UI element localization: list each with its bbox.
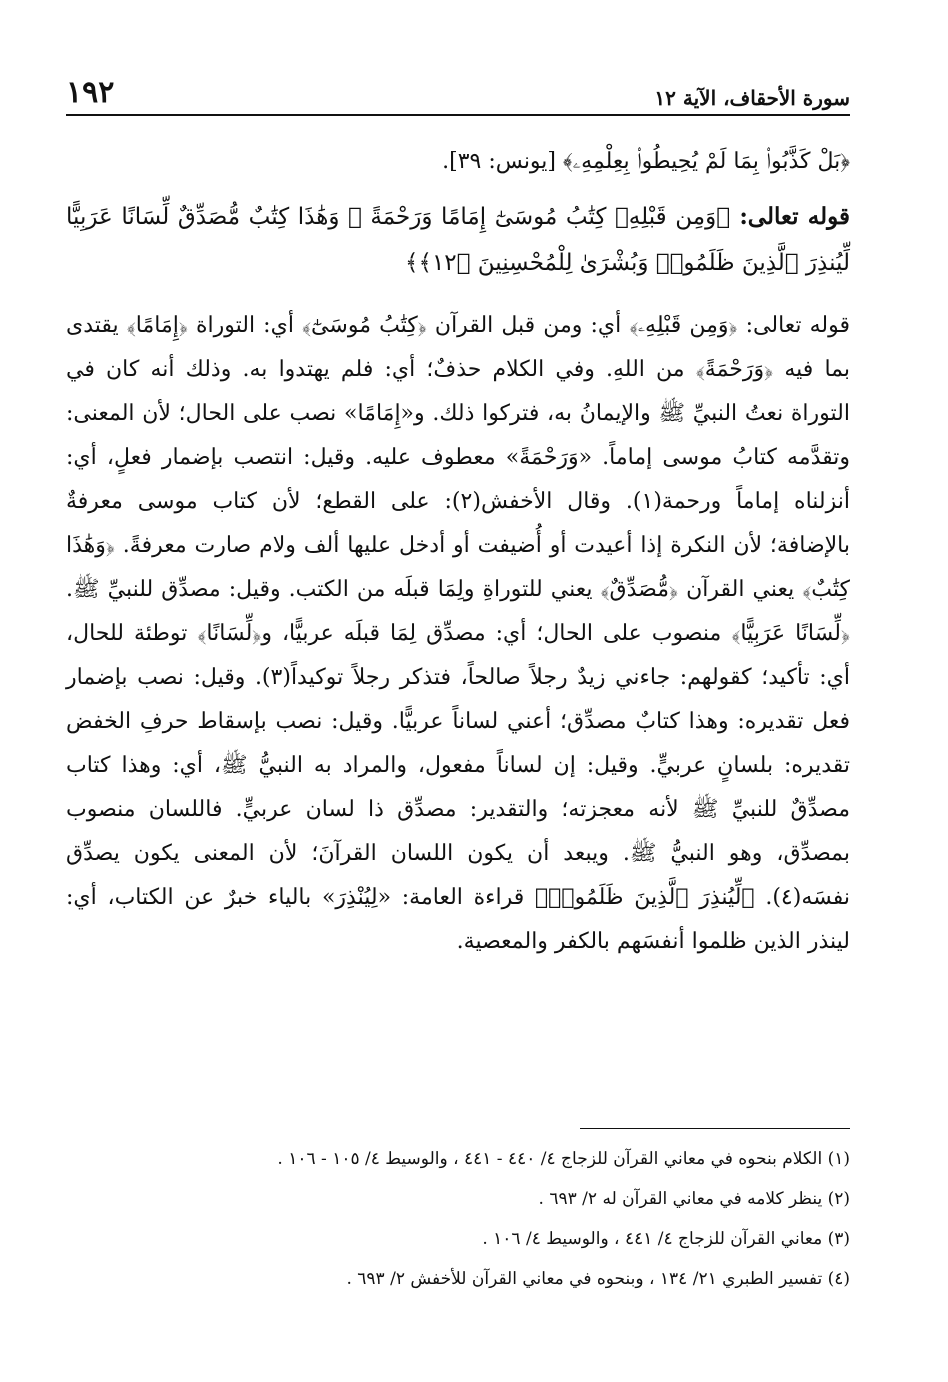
- footnote-3: (٣) معاني القرآن للزجاج ٤/ ٤٤١ ، والوسيط ٤/ ١٠٦ .: [482, 1229, 850, 1249]
- footnote-4: (٤) تفسير الطبري ٢١/ ١٣٤ ، وبنحوه في معاني القرآن للأخفش ٢/ ٦٩٣ .: [346, 1269, 850, 1289]
- commentary: [66, 304, 850, 964]
- page-header: [66, 68, 850, 116]
- commentary-paragraph: قوله تعالى: ﴿وَمِن قَبْلِهِۦ﴾ أي: ومن قبل القرآن ﴿كِتَٰبُ مُوسَىٰٓ﴾ أي: التوراة ﴿إِمَامًا﴾ يقتدى بما فيه ﴿وَرَحْمَةً﴾ من اللهِ. وفي الكلام حذفٌ؛ أي: فلم يهتدوا به. وذلك أنه كان في التوراة نعتُ النبيِّ ﷺ والإيمانُ به، فتركوا ذلك. و«إِمَامًا» نصب على الحال؛ لأن المعنى: وتقدَّمه كتابُ موسى إماماً. «وَرَحْمَةً» معطوف عليه. وقيل: انتصب بإضمار فعلٍ، أي: أنزلناه إماماً ورحمة(١). وقال الأخفش(٢): على القطع؛ لأن كتاب موسى معرفةٌ بالإضافة؛ لأن النكرة إذا أعيدت أو أُضيفت أو أدخل عليها ألف ولام صارت معرفةً. ﴿وَهَٰذَا كِتَٰبٌ﴾ يعني القرآن ﴿مُّصَدِّقٌ﴾ يعني للتوراةِ ولِمَا قبلَه من الكتب. وقيل: مصدِّق للنبيِّ ﷺ. ﴿لِّسَانًا عَرَبِيًّا﴾ منصوب على الحال؛ أي: مصدِّق لِمَا قبلَه عربيًّا، و﴿لِّسَانًا﴾ توطئة للحال، أي: تأكيد؛ كقولهم: جاءني زيدٌ رجلاً صالحاً، فتذكر رجلاً توكيداً(٣). وقيل: نصب بإضمار فعل تقديره: وهذا كتابٌ مصدِّق؛ أعني لساناً عربيًّا. وقيل: نصب بإسقاط حرفِ الخفض تقديره: بلسانٍ عربيٍّ. وقيل: إن لساناً مفعول، والمراد به النبيُّ ﷺ، أي: وهذا كتاب مصدِّقٌ للنبيِّ ﷺ لأنه معجزته؛ والتقدير: مصدِّق ذا لسان عربيٍّ. فاللسان منصوب بمصدِّق، وهو النبيُّ ﷺ. ويبعد أن يكون اللسان القرآنَ؛ لأن المعنى يكون يصدِّق نفسَه(٤). ﴿لِّيُنذِرَ ٱلَّذِينَ ظَلَمُوا۟﴾ قراءة العامة: «لِيُنْذِرَ» بالياء خبرٌ عن الكتاب، أي: لينذر الذين ظلموا أنفسَهم بالكفر والمعصية.: [66, 313, 851, 954]
- footnote-1: (١) الكلام بنحوه في معاني القرآن للزجاج ٤/ ٤٤٠ - ٤٤١ ، والوسيط ٤/ ١٠٥ - ١٠٦ .: [277, 1149, 850, 1169]
- opening-verse: ﴿بَلْ كَذَّبُوا۟ بِمَا لَمْ يُحِيطُوا۟ بِعِلْمِهِۦ﴾ [يونس: ٣٩].: [442, 149, 850, 174]
- heading-verse: ﴿وَمِن قَبْلِهِۦ كِتَٰبُ مُوسَىٰٓ إِمَامًا وَرَحْمَةً ۚ وَهَٰذَا كِتَٰبٌ مُّصَدِّقٌ لِّسَانًا عَرَبِيًّا لِّيُنذِرَ ٱلَّذِينَ ظَلَمُوا۟ وَبُشْرَىٰ لِلْمُحْسِنِينَ ﴿١٢﴾﴾: [66, 204, 850, 276]
- heading-label: قوله تعالى:: [739, 203, 850, 230]
- footnote-divider: [580, 1128, 850, 1129]
- footnote-2: (٢) ينظر كلامه في معاني القرآن له ٢/ ٦٩٣ .: [538, 1189, 850, 1209]
- main-text: [66, 140, 850, 964]
- footnotes: [66, 1128, 850, 1299]
- verse-heading: [66, 194, 850, 286]
- page-number: ١٩٢: [66, 75, 115, 110]
- running-title: سورة الأحقاف، الآية ١٢: [654, 86, 850, 110]
